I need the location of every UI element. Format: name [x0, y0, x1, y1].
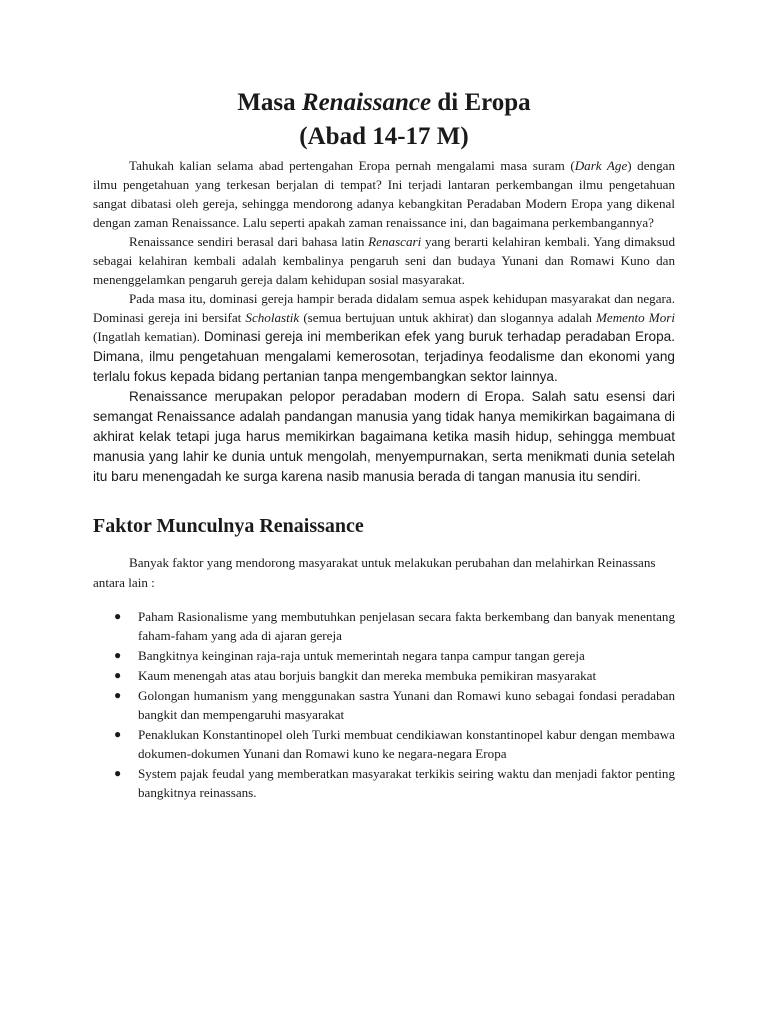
list-item — [93, 666, 675, 685]
paragraph-1 — [93, 156, 675, 232]
paragraph-3-text-c: (Ingatlah kematian). — [93, 329, 204, 344]
paragraph-3-text-sans: Dominasi gereja ini memberikan efek yang buruk terhadap peradaban Eropa. Dimana, ilmu pengetahuan mengalami kemerosotan, terjadinya feodalisme dan ekonomi yang terlalu fokus kepada bidang pertanian tanpa mengembangkan sektor lainnya. — [93, 329, 675, 384]
paragraph-3-text-b: (semua bertujuan untuk akhirat) dan slogannya adalah — [299, 310, 596, 325]
paragraph-1-text-a: Tahukah kalian selama abad pertengahan Eropa pernah mengalami masa suram ( — [129, 158, 575, 173]
paragraph-3-text-a: Pada masa itu, dominasi gereja hampir berada didalam semua aspek kehidupan masyarakat dan negara. Dominasi gereja ini bersifat — [93, 291, 675, 325]
list-item-text: Golongan humanism yang menggunakan sastra Yunani dan Romawi kuno sebagai fondasi peradaban bangkit dan mempengaruhi masyarakat — [138, 688, 675, 722]
title-italic: Renaissance — [301, 89, 432, 116]
list-item-text: Penaklukan Konstantinopel oleh Turki membuat cendikiawan konstantinopel kabur dengan membawa dokumen-dokumen Yunani dan Romawi kuno ke negara-negara Eropa — [138, 727, 675, 761]
list-item-text: Kaum menengah atas atau borjuis bangkit dan mereka membuka pemikiran masyarakat — [138, 668, 597, 683]
list-item — [93, 764, 675, 802]
document-title — [93, 86, 675, 154]
bullet-icon: ● — [114, 668, 122, 682]
paragraph-2-text-a: Renaissance sendiri berasal dari bahasa latin — [129, 234, 369, 249]
document-page — [93, 86, 675, 803]
paragraph-4: Renaissance merupakan pelopor peradaban modern di Eropa. Salah satu esensi dari semangat Renaissance adalah pandangan manusia yang tidak hanya memikirkan bagaimana di akhirat kelak tetapi juga harus memikirkan bagaimana ketika masih hidup, sehingga membuat manusia yang lahir ke dunia untuk mengolah, menyempurnakan, serta menikmati dunia setelah itu baru menengadah ke surga karena nasib manusia berada di tangan manusia itu sendiri. — [93, 389, 675, 484]
paragraph-2-text-b: yang berarti kelahiran kembali. Yang dimaksud sebagai kelahiran kembali adalah kembalinya pengaruh seni dan budaya Yunani dan Romawi Kuno dan menenggelamkan pengaruh gereja dalam kehidupan sosial masyarakat. — [93, 234, 676, 287]
paragraph-1-text-b: ) dengan ilmu pengetahuan yang terkesan berjalan di tempat? Ini terjadi lantaran perkembangan ilmu pengetahuan sangat dibatasi oleh gereja, sehingga mendorong adanya kebangkitan Peradaban Modern Eropa yang dikenal dengan zaman Renaissance. Lalu seperti apakah zaman renaissance ini, dan bagaimana perkembangannya? — [93, 158, 675, 230]
title-suffix: di Eropa — [431, 89, 531, 116]
title-subtitle: (Abad 14-17 M) — [299, 123, 469, 150]
title-prefix: Masa — [237, 89, 302, 116]
factor-list — [93, 607, 675, 802]
paragraph-2-italic: Renascari — [368, 234, 422, 249]
paragraph-3 — [93, 289, 675, 387]
section-intro: Banyak faktor yang mendorong masyarakat untuk melakukan perubahan dan melahirkan Reinassans antara lain : — [93, 555, 656, 590]
list-item — [93, 725, 675, 763]
list-item-text: Bangkitnya keinginan raja-raja untuk memerintah negara tanpa campur tangan gereja — [138, 648, 585, 663]
list-item-text: Paham Rasionalisme yang membutuhkan penjelasan secara fakta berkembang dan banyak menentang faham-faham yang ada di ajaran gereja — [138, 609, 675, 643]
bullet-icon: ● — [114, 766, 122, 780]
list-item-text: System pajak feudal yang memberatkan masyarakat terkikis seiring waktu dan menjadi faktor penting bangkitnya reinassans. — [138, 766, 675, 800]
paragraph-2 — [93, 232, 675, 289]
list-item — [93, 646, 675, 665]
bullet-icon: ● — [114, 648, 122, 662]
paragraph-3-italic-2: Memento Mori — [595, 310, 675, 325]
bullet-icon: ● — [114, 609, 122, 623]
paragraph-3-italic-1: Scholastik — [245, 310, 300, 325]
bullet-icon: ● — [114, 727, 122, 741]
paragraph-1-italic: Dark Age — [574, 158, 628, 173]
bullet-icon: ● — [114, 688, 122, 702]
section-heading: Faktor Munculnya Renaissance — [93, 515, 364, 537]
list-item — [93, 686, 675, 724]
list-item — [93, 607, 675, 645]
